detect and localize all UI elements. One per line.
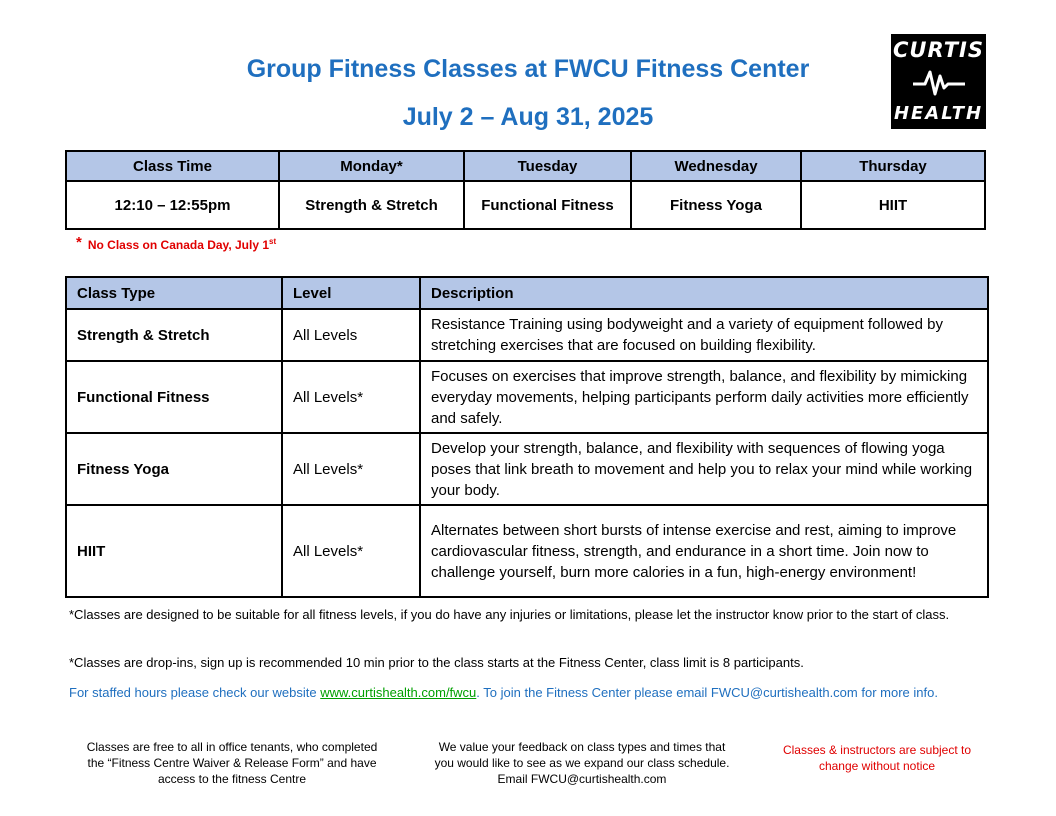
levels-note: *Classes are designed to be suitable for all fitness levels, if you do have any injuries or limitations, please let the instructor know prior to the start of class. bbox=[69, 607, 950, 622]
class-level-cell: All Levels* bbox=[282, 505, 420, 597]
cell-wednesday: Fitness Yoga bbox=[631, 181, 801, 229]
class-description-cell: Develop your strength, balance, and flexibility with sequences of flowing yoga poses that link breath to movement and help you to relax your mind while working your body. bbox=[420, 433, 988, 505]
logo-line1: CURTIS bbox=[893, 38, 984, 62]
cell-monday: Strength & Stretch bbox=[279, 181, 464, 229]
class-description-cell: Alternates between short bursts of intense exercise and rest, aiming to improve cardiovascular fitness, strength, and endurance in a short time. Join now to challenge yourself, burn more calories in a fun, high-energy environment! bbox=[420, 505, 988, 597]
date-range: July 2 – Aug 31, 2025 bbox=[402, 103, 654, 131]
table-row bbox=[66, 433, 988, 505]
class-type-cell: Fitness Yoga bbox=[66, 433, 282, 505]
cell-time: 12:10 – 12:55pm bbox=[66, 181, 279, 229]
page-title: Group Fitness Classes at FWCU Fitness Center bbox=[246, 55, 810, 83]
col-class-type: Class Type bbox=[66, 277, 282, 309]
schedule-header-row bbox=[66, 151, 985, 181]
class-type-cell: HIIT bbox=[66, 505, 282, 597]
col-thursday: Thursday bbox=[801, 151, 985, 181]
class-level-cell: All Levels bbox=[282, 309, 420, 361]
curtis-health-logo bbox=[891, 34, 986, 129]
class-type-cell: Strength & Stretch bbox=[66, 309, 282, 361]
footer-feedback: We value your feedback on class types and times that you would like to see as we expand our class schedule. Email FWCU@curtishealth.com bbox=[434, 740, 730, 786]
col-wednesday: Wednesday bbox=[631, 151, 801, 181]
holiday-note-suffix: st bbox=[269, 237, 277, 246]
cell-tuesday: Functional Fitness bbox=[464, 181, 631, 229]
classes-header-row bbox=[66, 277, 988, 309]
staffed-hours-note bbox=[69, 683, 989, 702]
weekly-schedule-table bbox=[65, 150, 986, 230]
table-row bbox=[66, 361, 988, 433]
join-info-text: . To join the Fitness Center please email FWCU@curtishealth.com for more info. bbox=[476, 685, 938, 700]
holiday-note bbox=[76, 236, 276, 253]
class-description-cell: Resistance Training using bodyweight and a variety of equipment followed by stretching exercises that are focused on building flexibility. bbox=[420, 309, 988, 361]
website-link[interactable]: www.curtishealth.com/fwcu bbox=[320, 685, 477, 700]
class-level-cell: All Levels* bbox=[282, 433, 420, 505]
col-tuesday: Tuesday bbox=[464, 151, 631, 181]
footer-disclaimer: Classes & instructors are subject to change without notice bbox=[782, 743, 972, 773]
col-level: Level bbox=[282, 277, 420, 309]
col-description: Description bbox=[420, 277, 988, 309]
col-monday: Monday* bbox=[279, 151, 464, 181]
class-description-cell: Focuses on exercises that improve strength, balance, and flexibility by mimicking everyday movements, helping participants perform daily activities more efficiently and safely. bbox=[420, 361, 988, 433]
schedule-row bbox=[66, 181, 985, 229]
table-row bbox=[66, 505, 988, 597]
holiday-note-star: * bbox=[76, 234, 82, 251]
col-class-time: Class Time bbox=[66, 151, 279, 181]
cell-thursday: HIIT bbox=[801, 181, 985, 229]
table-row bbox=[66, 309, 988, 361]
footer-eligibility: Classes are free to all in office tenants, who completed the “Fitness Centre Waiver & Release Form” and have access to the fitness Centre bbox=[86, 740, 378, 786]
staffed-hours-text: For staffed hours please check our website bbox=[69, 685, 321, 700]
class-level-cell: All Levels* bbox=[282, 361, 420, 433]
dropins-note: *Classes are drop-ins, sign up is recommended 10 min prior to the class starts at the Fitness Center, class limit is 8 participants. bbox=[69, 655, 804, 670]
logo-line2: HEALTH bbox=[893, 103, 984, 124]
holiday-note-text: No Class on Canada Day, July 1 bbox=[87, 238, 270, 252]
class-descriptions-table bbox=[65, 276, 989, 598]
heartbeat-icon bbox=[913, 66, 965, 100]
class-type-cell: Functional Fitness bbox=[66, 361, 282, 433]
